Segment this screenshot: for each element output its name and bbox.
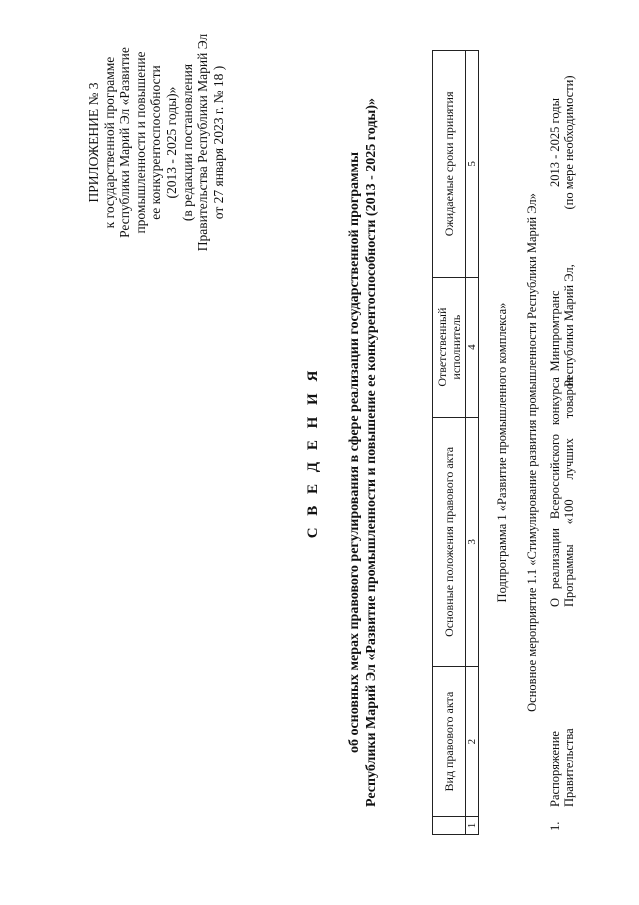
col-header-executor: Ответственный исполнитель: [433, 277, 466, 417]
col-header-provisions: Основные положения правового акта: [433, 417, 466, 667]
measures-table: [432, 50, 479, 835]
appendix-line: (2013 - 2025 годы)»: [163, 86, 179, 199]
table-row: [548, 50, 618, 835]
row-number: 1.: [548, 821, 562, 831]
appendix-line: ПРИЛОЖЕНИЕ № 3: [86, 82, 101, 203]
col-number: 1: [466, 817, 479, 835]
col-header-terms: Ожидаемые сроки принятия: [433, 51, 466, 278]
col-header-number: [433, 817, 466, 835]
main-event-title: Основное мероприятие 1.1 «Стимулирование развития промышленности Республики Марий Эл»: [525, 193, 539, 712]
appendix-line: промышленности и повышение: [132, 51, 148, 234]
document-title: С В Е Д Е Н И Я: [305, 366, 321, 539]
act-type-cell: Распоряжение Правительства: [548, 728, 576, 807]
appendix-header: [86, 20, 226, 265]
appendix-line: к государственной программе: [101, 56, 117, 229]
appendix-line: Республики Марий Эл «Развитие: [117, 47, 133, 238]
document-subtitle: [346, 0, 380, 905]
executor-cell: Минпромтранс Республики Марий Эл,: [548, 264, 576, 387]
appendix-line: (в редакции постановления: [179, 63, 195, 222]
table-number-row: [466, 51, 479, 835]
col-number: 5: [466, 51, 479, 278]
subtitle-line-1: об основных мерах правового регулирования в сфере реализации государственной программы: [347, 151, 362, 754]
table-header-row: [433, 51, 466, 835]
terms-cell: 2013 - 2025 годы (по мере необходимости): [548, 75, 576, 210]
col-number: 2: [466, 667, 479, 817]
col-header-act-type: Вид правового акта: [433, 667, 466, 817]
provisions-cell: О реализации Всероссийского конкурса Программы «100 лучших товаров: [548, 377, 576, 607]
appendix-line: от 27 января 2023 г. № 18 ): [210, 65, 226, 220]
subprogram-title: Подпрограмма 1 «Развитие промышленного комплекса»: [495, 302, 509, 603]
appendix-line: ее конкурентоспособности: [148, 65, 164, 220]
col-number: 3: [466, 417, 479, 667]
col-number: 4: [466, 277, 479, 417]
appendix-line: Правительства Республики Марий Эл: [195, 33, 211, 252]
subtitle-line-2: Республики Марий Эл «Развитие промышленности и повышение ее конкурентоспособности (2013 - 2025 годы)»: [364, 97, 379, 808]
